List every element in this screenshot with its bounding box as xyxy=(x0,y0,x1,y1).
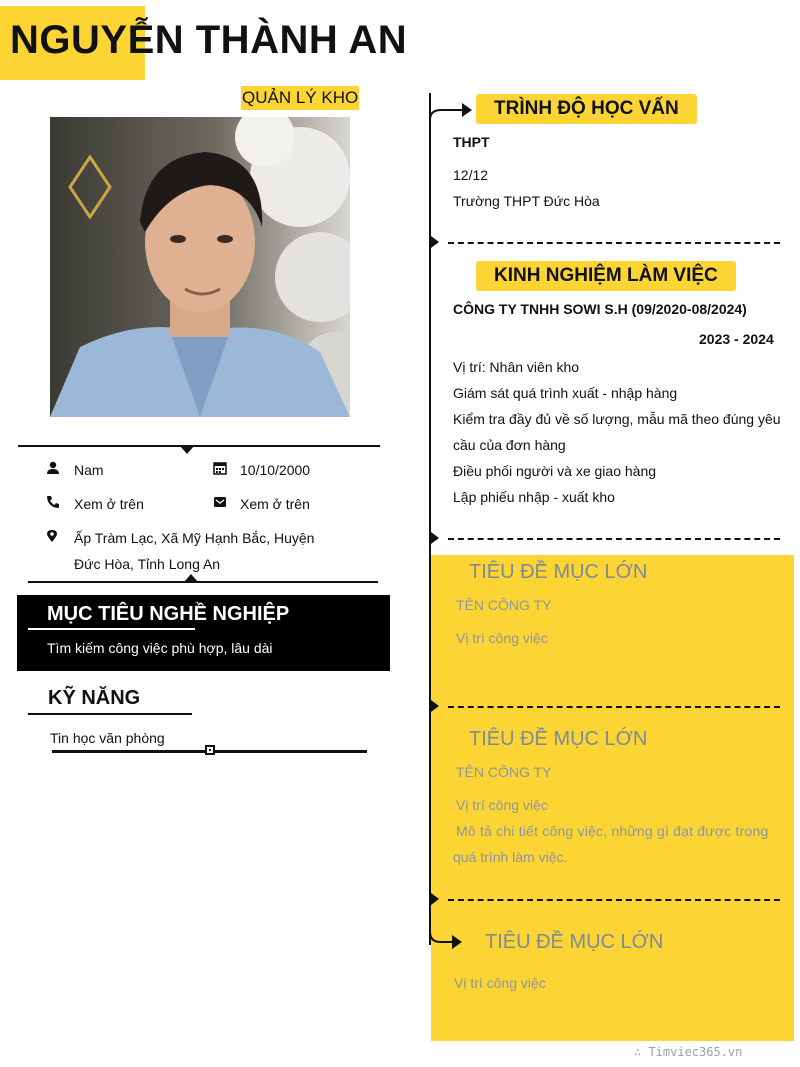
timeline-arrow-top xyxy=(429,98,473,122)
experience-line: Lập phiếu nhập - xuất kho xyxy=(453,489,615,505)
watermark-brand: ∴ Timviec365.vn xyxy=(634,1045,743,1059)
timeline-marker xyxy=(431,236,439,248)
objective-section xyxy=(17,595,390,671)
timeline-arrow-bottom xyxy=(429,920,463,956)
skills-title: KỸ NĂNG xyxy=(48,687,141,709)
experience-line: Vị trí: Nhân viên kho xyxy=(453,359,580,375)
birthday-value: 10/10/2000 xyxy=(240,462,311,478)
map-pin-icon xyxy=(45,529,59,543)
info-top-divider xyxy=(18,445,380,447)
experience-years: 2023 - 2024 xyxy=(699,331,774,347)
timeline-marker xyxy=(431,893,439,905)
placeholder-title: TIÊU ĐỀ MỤC LỚN xyxy=(485,931,664,953)
placeholder-company: TÊN CÔNG TY xyxy=(456,764,552,780)
objective-text: Tìm kiếm công việc phù hợp, lâu dài xyxy=(47,640,273,656)
gender-value: Nam xyxy=(74,462,104,478)
timeline-marker xyxy=(431,532,439,544)
placeholder-title: TIÊU ĐỀ MỤC LỚN xyxy=(469,728,648,750)
candidate-name: NGUYỄN THÀNH AN xyxy=(10,18,408,62)
experience-line: Điều phối người và xe giao hàng xyxy=(453,463,657,479)
info-bottom-divider xyxy=(28,581,378,583)
education-grade: 12/12 xyxy=(453,167,489,183)
section-divider xyxy=(448,242,780,244)
skill-name: Tin học văn phòng xyxy=(50,730,165,746)
experience-line: Giám sát quá trình xuất - nhập hàng xyxy=(453,385,678,401)
placeholder-position: Vị trí công việc xyxy=(456,797,548,813)
divider-arrow-down xyxy=(180,446,194,454)
objective-title: MỤC TIÊU NGHỀ NGHIỆP xyxy=(47,603,290,625)
education-school: Trường THPT Đức Hòa xyxy=(453,193,600,209)
address-line-1: Ấp Tràm Lạc, Xã Mỹ Hạnh Bắc, Huyện xyxy=(74,530,315,546)
education-title: TRÌNH ĐỘ HỌC VẤN xyxy=(480,94,693,124)
placeholder-title: TIÊU ĐỀ MỤC LỚN xyxy=(469,561,648,583)
phone-value: Xem ở trên xyxy=(74,496,144,512)
experience-line: Kiểm tra đầy đủ về số lượng, mẫu mã theo đúng yêu xyxy=(453,411,781,427)
section-divider xyxy=(448,706,780,708)
email-value: Xem ở trên xyxy=(240,496,310,512)
timeline-marker xyxy=(431,700,439,712)
education-level: THPT xyxy=(453,134,490,150)
phone-icon xyxy=(46,495,60,509)
envelope-icon xyxy=(213,495,227,509)
job-title: QUẢN LÝ KHO xyxy=(241,86,359,110)
section-divider xyxy=(448,538,780,540)
skill-level-marker xyxy=(205,745,215,755)
placeholder-description: Mô tả chi tiết công việc, những gì đạt được trong xyxy=(456,823,769,839)
placeholder-description: quá trình làm việc. xyxy=(453,849,568,865)
user-icon xyxy=(46,461,60,475)
placeholder-company: TÊN CÔNG TY xyxy=(456,597,552,613)
experience-title: KINH NGHIỆM LÀM VIỆC xyxy=(480,261,732,291)
placeholder-position: Vị trí công việc xyxy=(454,975,546,991)
placeholder-position: Vị trí công việc xyxy=(456,630,548,646)
address-line-2: Đức Hòa, Tỉnh Long An xyxy=(74,556,221,572)
skills-underline xyxy=(28,713,192,715)
calendar-icon xyxy=(213,461,227,475)
profile-photo xyxy=(50,117,350,417)
experience-line: cầu của đơn hàng xyxy=(453,437,566,453)
section-divider xyxy=(448,899,780,901)
objective-underline xyxy=(28,628,195,630)
experience-company: CÔNG TY TNHH SOWI S.H (09/2020-08/2024) xyxy=(453,301,747,317)
